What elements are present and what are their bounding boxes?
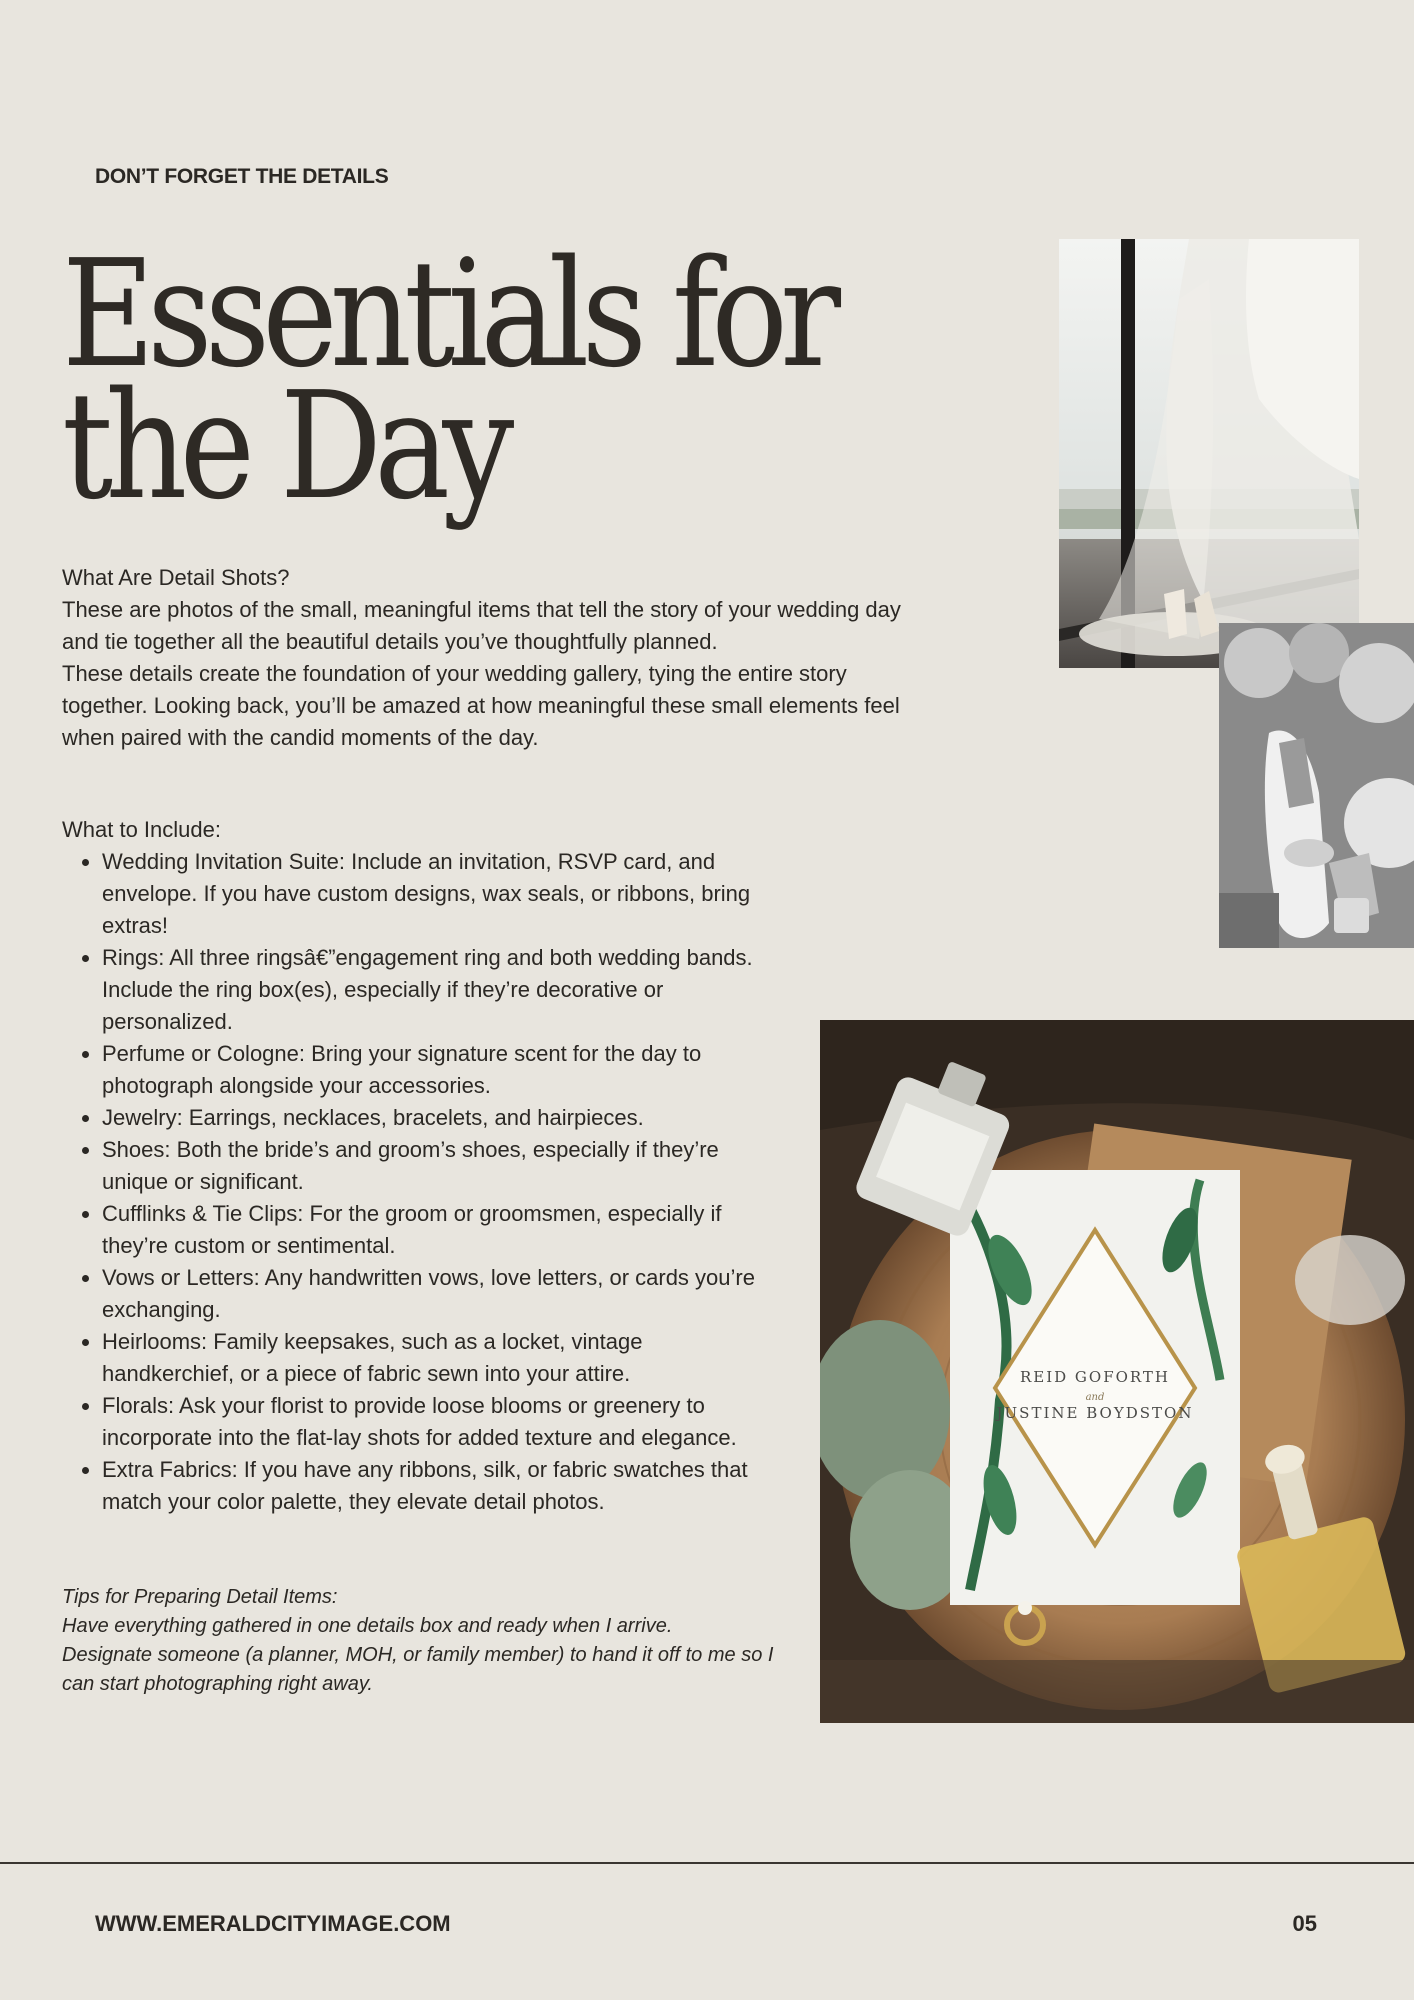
footer-divider [0, 1862, 1414, 1864]
include-list [62, 846, 762, 1518]
tips-line-2: Designate someone (a planner, MOH, or family member) to hand it off to me so I can start photographing right away. [62, 1644, 774, 1695]
include-section [62, 814, 762, 1518]
intro-paragraph-1: These are photos of the small, meaningful items that tell the story of your wedding day and tie together all the beautiful details you’ve thoughtfully planned. [62, 597, 901, 654]
page-number: 05 [1292, 1911, 1317, 1936]
tips-heading: Tips for Preparing Detail Items: [62, 1586, 338, 1608]
tips-line-1: Have everything gathered in one details box and ready when I arrive. [62, 1615, 673, 1637]
list-item: • Heirlooms: Family keepsakes, such as a locket, vintage handkerchief, or a piece of fabric sewn into your attire. [102, 1326, 762, 1390]
intro-paragraph-2: These details create the foundation of your wedding gallery, tying the entire story together. Looking back, you’ll be amazed at how meaningful these small elements feel when paired with the candid moments of the day. [62, 661, 900, 750]
page-title [62, 228, 836, 532]
list-item: • Extra Fabrics: If you have any ribbons, silk, or fabric swatches that match your color palette, they elevate detail photos. [102, 1454, 762, 1518]
list-item: • Wedding Invitation Suite: Include an invitation, RSVP card, and envelope. If you have custom designs, wax seals, or ribbons, bring extras! [102, 846, 762, 942]
list-item: • Vows or Letters: Any handwritten vows, love letters, or cards you’re exchanging. [102, 1262, 762, 1326]
tips-section [62, 1583, 782, 1699]
invitation-name-2: JUSTINE BOYDSTON [996, 1404, 1194, 1422]
invitation-and: and [1085, 1392, 1105, 1403]
list-item: • Jewelry: Earrings, necklaces, bracelets, and hairpieces. [102, 1102, 762, 1134]
page-title-line-2: the Day [62, 360, 507, 532]
footer-website: WWW.EMERALDCITYIMAGE.COM [95, 1911, 451, 1936]
list-item: • Florals: Ask your florist to provide loose blooms or greenery to incorporate into the flat-lay shots for added texture and elegance. [102, 1390, 762, 1454]
wedding-dress-photo [1059, 239, 1359, 668]
intro-heading: What Are Detail Shots? [62, 565, 290, 590]
include-heading: What to Include: [62, 817, 221, 842]
intro-section [62, 562, 922, 754]
bridal-shoes-photo [1219, 623, 1414, 948]
invitation-flatlay-photo [820, 1020, 1414, 1723]
list-item: • Shoes: Both the bride’s and groom’s shoes, especially if they’re unique or significant. [102, 1134, 762, 1198]
invitation-name-1: REID GOFORTH [1019, 1368, 1171, 1386]
section-eyebrow: DON’T FORGET THE DETAILS [95, 165, 389, 188]
list-item: • Perfume or Cologne: Bring your signature scent for the day to photograph alongside your accessories. [102, 1038, 762, 1102]
list-item: • Rings: All three ringsâ€”engagement ring and both wedding bands. Include the ring box(es), especially if they’re decorative or personalized. [102, 942, 762, 1038]
list-item: • Cufflinks & Tie Clips: For the groom or groomsmen, especially if they’re custom or sentimental. [102, 1198, 762, 1262]
page-title-line-1: Essentials for [62, 228, 834, 400]
